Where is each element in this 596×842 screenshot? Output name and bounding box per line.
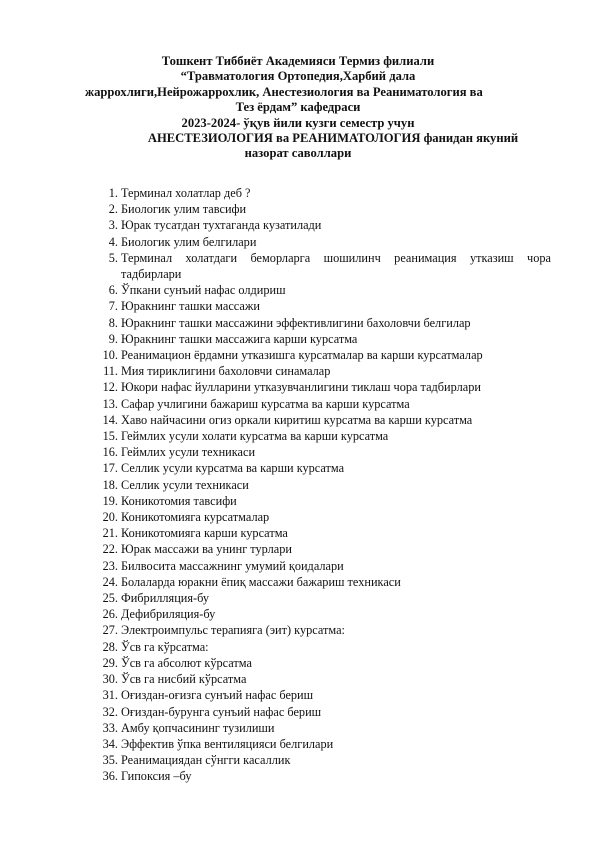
header-line-semester: 2023-2024- ўқув йили кузги семестр учун xyxy=(181,115,415,130)
question-number: 12. xyxy=(102,380,118,395)
question-item xyxy=(0,606,551,622)
question-number: 32. xyxy=(102,704,118,719)
header-line-department-1: “Травматология Ортопедия,Харбий дала xyxy=(180,69,416,84)
question-item xyxy=(0,574,551,590)
question-item xyxy=(0,460,551,476)
question-number: 14. xyxy=(102,412,118,427)
question-number: 15. xyxy=(102,429,118,444)
question-number: 13. xyxy=(102,396,118,411)
question-item xyxy=(0,201,551,217)
question-text: Селлик усули курсатма ва карши курсатма xyxy=(121,461,345,476)
question-text: Юракнинг ташки массажини эффективлигини бахоловчи белгилар xyxy=(121,315,471,330)
question-text: Биологик улим тавсифи xyxy=(121,202,247,217)
header-line-institution: Тошкент Тиббиёт Академияси Термиз филиали xyxy=(161,54,435,68)
question-text: Эффектив ўпка вентиляцияси белгилари xyxy=(121,736,334,751)
question-text: Хаво найчасини огиз оркали киритиш курсатма ва карши курсатма xyxy=(121,412,473,427)
question-item xyxy=(0,250,551,282)
question-text: Коникотомияга курсатмалар xyxy=(121,510,270,525)
question-number: 34. xyxy=(102,736,118,751)
question-number: 26. xyxy=(102,607,118,622)
question-item xyxy=(0,704,551,720)
question-text: Билвосита массажнинг умумий қоидалари xyxy=(121,558,344,573)
question-text: Фибрилляция-бу xyxy=(121,591,210,606)
question-number: 29. xyxy=(102,655,118,670)
question-item xyxy=(0,331,551,347)
question-text: Геймлих усули техникаси xyxy=(121,445,256,460)
question-item xyxy=(0,347,551,363)
question-text: Юракнинг ташки массажи xyxy=(121,299,260,314)
question-number: 2. xyxy=(108,202,118,217)
question-item xyxy=(0,736,551,752)
question-number: 9. xyxy=(108,331,118,346)
question-item xyxy=(0,298,551,314)
question-text: Биологик улим белгилари xyxy=(121,234,257,249)
question-item xyxy=(0,396,551,412)
question-number: 30. xyxy=(102,672,118,687)
question-text: Селлик усули техникаси xyxy=(121,477,249,492)
question-text: Терминал холатлар деб ? xyxy=(121,186,251,200)
question-item xyxy=(0,558,551,574)
question-number: 18. xyxy=(102,477,118,492)
question-text: Оғиздан-оғизга сунъий нафас бериш xyxy=(121,688,314,703)
question-text: Реанимациядан сўнгги касаллик xyxy=(121,753,291,768)
question-text: Реанимацион ёрдамни утказишга курсатмалар ва карши курсатмалар xyxy=(121,348,483,363)
question-text: Ўпкани сунъий нафас олдириш xyxy=(121,283,286,298)
document-header xyxy=(0,54,596,162)
question-item xyxy=(0,185,551,201)
question-number: 16. xyxy=(102,445,118,460)
question-text: Ўсв га кўрсатма: xyxy=(121,639,209,654)
question-number: 17. xyxy=(102,461,118,476)
question-text: Коникотомия тавсифи xyxy=(121,493,237,508)
question-item xyxy=(0,217,551,233)
question-number: 3. xyxy=(108,218,118,233)
question-text: Ўсв га нисбий кўрсатма xyxy=(121,672,247,687)
question-text: Юрак тусатдан тухтаганда кузатилади xyxy=(121,218,322,233)
header-line-subject: АНЕСТЕЗИОЛОГИЯ ва РЕАНИМАТОЛОГИЯ фанидан якуний xyxy=(147,131,519,146)
question-text: Юрак массажи ва унинг турлари xyxy=(121,542,292,557)
question-text: Коникотомияга карши курсатма xyxy=(121,526,288,541)
question-item xyxy=(0,234,551,250)
question-number: 1. xyxy=(108,186,118,200)
question-item xyxy=(0,671,551,687)
question-number: 24. xyxy=(102,574,118,589)
question-number: 23. xyxy=(102,558,118,573)
header-line-department-3: Тез ёрдам” кафедраси xyxy=(235,100,361,115)
question-number: 7. xyxy=(108,299,118,314)
question-item xyxy=(0,363,551,379)
question-item xyxy=(0,428,551,444)
question-number: 35. xyxy=(102,753,118,768)
question-text: Ўсв га абсолют кўрсатма xyxy=(121,655,252,670)
question-number: 19. xyxy=(102,493,118,508)
question-item xyxy=(0,752,551,768)
question-item xyxy=(0,315,551,331)
question-item xyxy=(0,768,551,784)
question-text: Юкори нафас йулларини утказувчанлигини тиклаш чора тадбирлари xyxy=(121,380,481,395)
question-number: 5. xyxy=(108,250,118,265)
question-number: 11. xyxy=(103,364,118,379)
question-item xyxy=(0,282,551,298)
question-item xyxy=(0,477,551,493)
question-text: Терминал холатдаги беморларга шошилинч реанимация утказиш чора тадбирлари xyxy=(121,250,551,282)
question-text: Геймлих усули холати курсатма ва карши курсатма xyxy=(121,429,389,444)
question-item xyxy=(0,639,551,655)
question-text: Болаларда юракни ёпиқ массажи бажариш техникаси xyxy=(121,574,401,589)
question-text: Амбу қопчасининг тузилиши xyxy=(121,720,275,735)
question-item xyxy=(0,590,551,606)
question-text: Сафар учлигини бажариш курсатма ва карши курсатма xyxy=(121,396,410,411)
question-number: 33. xyxy=(102,720,118,735)
question-text: Дефибриляция-бу xyxy=(121,607,216,622)
header-line-exam-questions: назорат саволлари xyxy=(244,146,352,161)
question-item xyxy=(0,509,551,525)
question-item xyxy=(0,444,551,460)
question-number: 27. xyxy=(102,623,118,638)
question-item xyxy=(0,493,551,509)
question-item xyxy=(0,541,551,557)
question-number: 28. xyxy=(102,639,118,654)
question-item xyxy=(0,412,551,428)
question-text: Мия тириклигини бахоловчи синамалар xyxy=(121,364,331,379)
question-item xyxy=(0,622,551,638)
question-number: 6. xyxy=(108,283,118,298)
question-text: Гипоксия –бу xyxy=(121,769,192,784)
question-number: 22. xyxy=(102,542,118,557)
question-number: 31. xyxy=(102,688,118,703)
question-item xyxy=(0,720,551,736)
question-item xyxy=(0,655,551,671)
question-number: 25. xyxy=(102,591,118,606)
header-line-department-2: жаррохлиги,Нейрожаррохлик, Анестезиология ва Реаниматология ва xyxy=(85,84,483,99)
question-item xyxy=(0,525,551,541)
question-number: 10. xyxy=(102,348,118,363)
question-list xyxy=(0,185,551,785)
question-number: 36. xyxy=(102,769,118,784)
question-text: Юракнинг ташки массажига карши курсатма xyxy=(121,331,358,346)
question-number: 4. xyxy=(108,234,118,249)
question-number: 21. xyxy=(102,526,118,541)
question-number: 20. xyxy=(102,510,118,525)
question-item xyxy=(0,687,551,703)
question-text: Оғиздан-бурунга сунъий нафас бериш xyxy=(121,704,322,719)
question-number: 8. xyxy=(108,315,118,330)
question-text: Электроимпульс терапияга (эит) курсатма: xyxy=(121,623,345,638)
question-item xyxy=(0,379,551,395)
